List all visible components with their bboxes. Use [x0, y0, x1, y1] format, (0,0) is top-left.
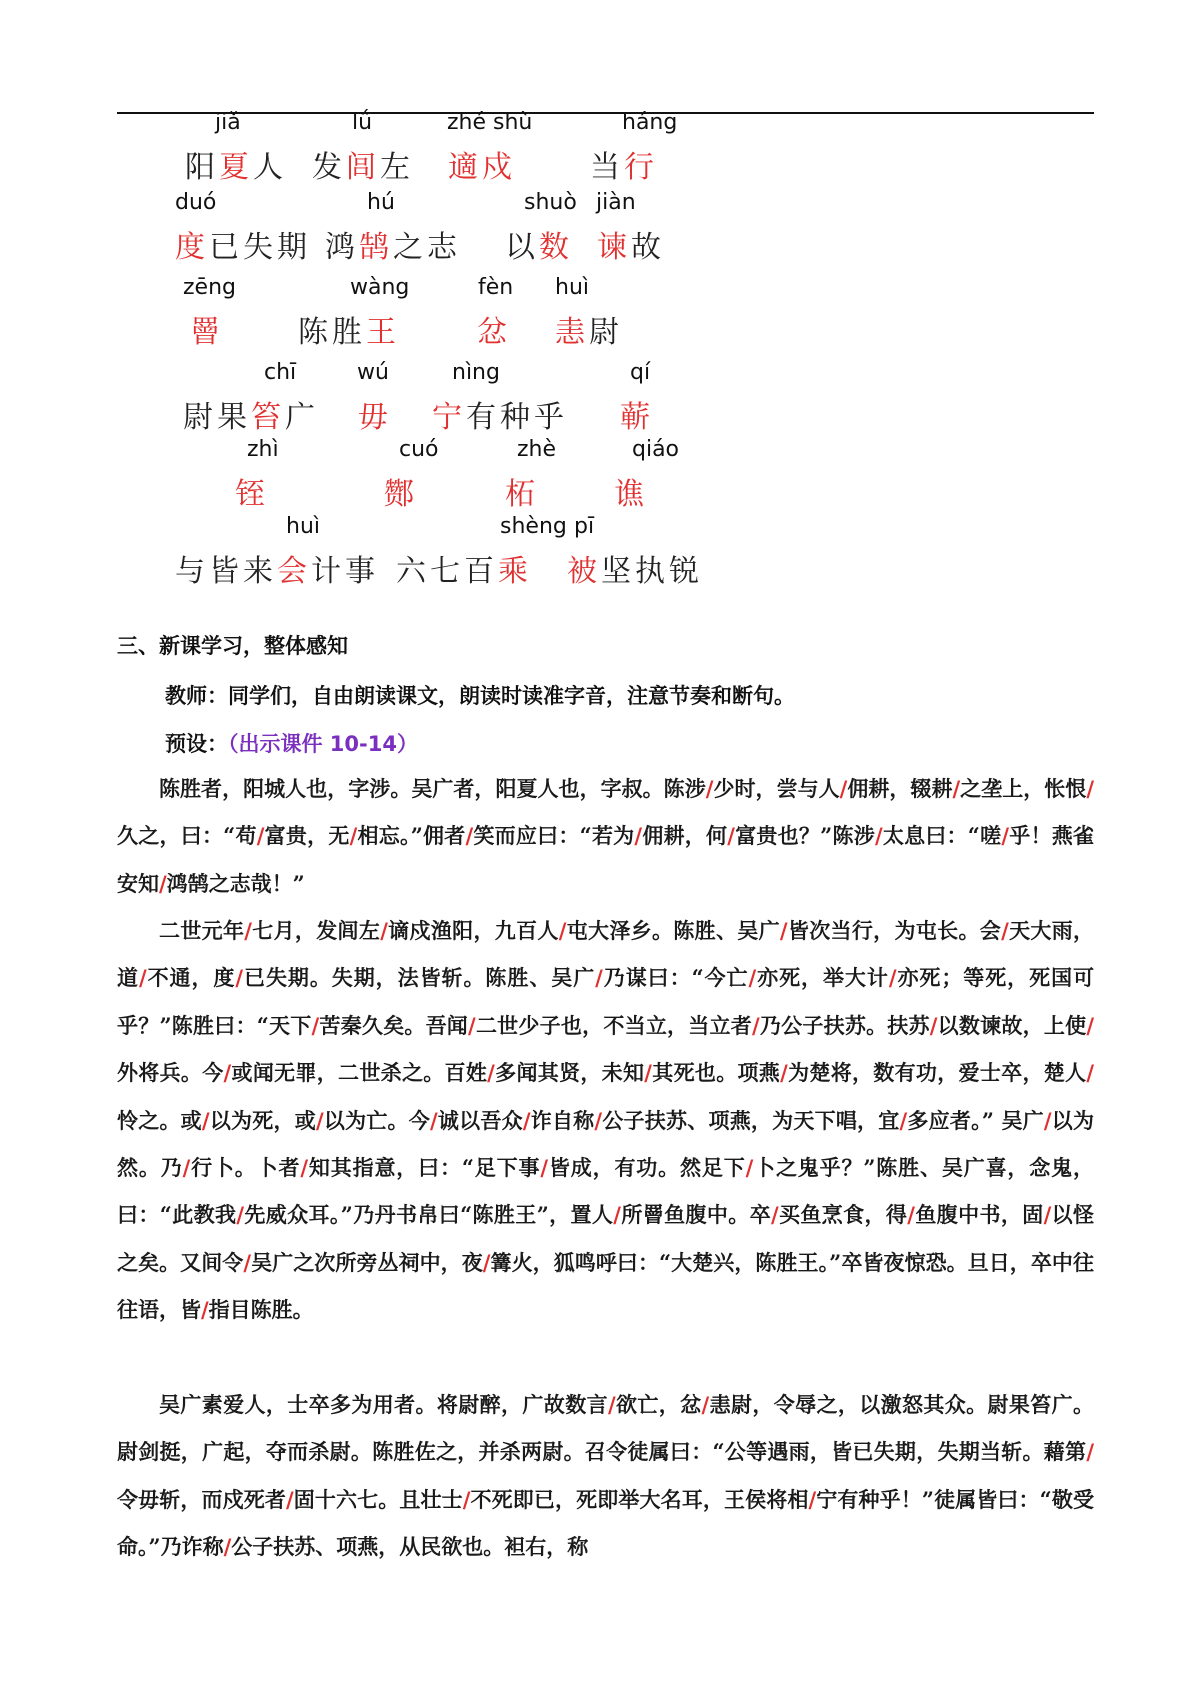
pinyin-label: qí	[630, 360, 651, 385]
word-text: 尉	[589, 315, 623, 350]
word-text: 有种乎	[466, 400, 568, 435]
highlighted-char: 谯	[614, 477, 648, 512]
pause-mark: /	[468, 1012, 476, 1038]
pause-mark: /	[235, 965, 244, 991]
highlighted-char: 谏	[597, 230, 631, 265]
highlighted-char: 酂	[384, 477, 418, 512]
vocab-word	[614, 469, 648, 513]
word-text: 当	[590, 150, 624, 185]
pause-mark: /	[770, 1202, 779, 1228]
pinyin-label: qiáo	[632, 437, 680, 462]
pause-mark: /	[952, 776, 961, 801]
preset-note: （出示课件 10-14）	[228, 732, 418, 756]
highlighted-char: 笞	[251, 400, 285, 435]
pause-mark: /	[285, 1486, 294, 1512]
pause-mark: /	[465, 823, 474, 849]
pause-mark: /	[929, 1012, 938, 1038]
pause-mark: /	[482, 1249, 491, 1275]
word-text: 六七百	[396, 554, 498, 589]
highlighted-char: 毋	[358, 400, 392, 435]
paragraph-2: 二世元年/七月，发闾左/谪戍渔阳，九百人/屯大泽乡。陈胜、吴广/皆次当行，为屯长。会/天大雨，道/不通，度/已失期。失期，法皆斩。陈胜、吴广/乃谋曰：“今亡/亦死，举大计/亦死；等死，死国可乎？”陈胜曰：“天下/苦秦久矣。吾闻/二世少子也，不当立，当立者/乃公子扶苏。扶苏/以数谏故，上使/外将兵。今/或闻无罪，二世杀之。百姓/多闻其贤，未知/其死也。项燕/为楚将，数有功，爱士卒，楚人/怜之。或/以为死，或/以为亡。今/诚以吾众/诈自称/公子扶苏、项燕，为天下唱，宜/多应者。” 吴广/以为然。乃/行卜。卜者/知其指意，曰：“足下事/皆成，有功。然足下/卜之鬼乎？”陈胜、吴广喜，念鬼，曰：“此教我/先威众耳。”乃丹书帛曰“陈胜王”，置人/所罾鱼腹中。卒/买鱼烹食，得/鱼腹中书，固/以怪之矣。又间令/吴广之次所旁丛祠中，夜/篝火，狐鸣呼曰：“大楚兴，陈胜王。”卒皆夜惊恐。旦日，卒中往往语，皆/指目陈胜。	[117, 918, 1095, 1323]
vocab-word	[183, 392, 319, 436]
pause-mark: /	[236, 1202, 245, 1228]
vocab-word	[477, 307, 511, 351]
pause-mark: /	[780, 1060, 788, 1086]
pinyin-label: shuò	[524, 190, 577, 215]
word-text: 发	[312, 150, 346, 185]
highlighted-char: 柘	[505, 477, 539, 512]
pinyin-label: háng	[622, 110, 678, 135]
preset-label: 预设：	[165, 731, 228, 756]
pause-mark: /	[752, 1012, 760, 1038]
highlighted-char: 夏	[219, 150, 253, 185]
word-text: 坚执锐	[601, 554, 703, 589]
pause-mark: /	[522, 1107, 531, 1133]
section-title: 三、新课学习，整体感知	[117, 633, 348, 658]
pause-mark: /	[745, 1155, 754, 1181]
pause-mark: /	[1086, 1060, 1095, 1086]
vocab-word	[384, 469, 418, 513]
highlighted-char: 会	[277, 554, 311, 589]
pause-mark: /	[1086, 776, 1095, 801]
pause-mark: /	[899, 1107, 908, 1133]
vocab-word	[358, 392, 392, 436]
word-text: 故	[631, 230, 665, 265]
pause-mark: /	[487, 1060, 495, 1086]
vocab-word	[190, 307, 224, 351]
pinyin-label: zhè	[517, 437, 557, 462]
pause-mark: /	[430, 1107, 438, 1133]
word-text: 计事	[311, 554, 379, 589]
pinyin-label: lǘ	[352, 110, 373, 135]
highlighted-char: 蕲	[620, 400, 654, 435]
word-text: 陈胜	[298, 315, 366, 350]
pause-mark: /	[380, 918, 388, 943]
pause-mark: /	[594, 1107, 603, 1133]
vocab-grid	[0, 0, 1200, 620]
pause-mark: /	[201, 1297, 209, 1323]
highlighted-char: 鹄	[359, 230, 393, 265]
vocab-word	[175, 222, 311, 266]
pause-mark: /	[1001, 918, 1009, 943]
pause-mark: /	[462, 1486, 471, 1512]
pinyin-label: jiǎ	[215, 110, 241, 135]
pause-mark: /	[779, 918, 788, 943]
pause-mark: /	[223, 1534, 232, 1560]
word-text: 已失期	[209, 230, 311, 265]
vocab-word	[505, 469, 539, 513]
pause-mark: /	[315, 1107, 324, 1133]
highlighted-char: 適戍	[448, 150, 516, 185]
highlighted-char: 王	[366, 315, 400, 350]
pause-mark: /	[300, 1155, 309, 1181]
teacher-line: 教师：同学们，自由朗读课文，朗读时读准字音，注意节奏和断句。	[165, 683, 795, 708]
vocab-word	[448, 142, 516, 186]
word-text: 之志	[393, 230, 461, 265]
word-text: 与皆来	[175, 554, 277, 589]
vocab-word	[567, 546, 703, 590]
vocab-word	[620, 392, 654, 436]
pause-mark: /	[613, 1202, 621, 1228]
vocab-word	[597, 222, 665, 266]
preset-line	[165, 728, 418, 758]
pause-mark: /	[727, 823, 735, 849]
pause-mark: /	[1043, 1107, 1052, 1133]
word-text: 以	[505, 230, 539, 265]
pinyin-label: fèn	[478, 275, 514, 300]
word-text: 尉果	[183, 400, 251, 435]
pause-mark: /	[907, 1202, 915, 1228]
pause-mark: /	[311, 1012, 320, 1038]
word-text: 阳	[185, 150, 219, 185]
vocab-word	[396, 546, 532, 590]
pause-mark: /	[243, 1249, 252, 1275]
pinyin-label: wàng	[350, 275, 410, 300]
pause-mark: /	[1086, 1012, 1094, 1038]
pause-mark: /	[1001, 823, 1010, 849]
pause-mark: /	[748, 965, 757, 991]
pinyin-label: huì	[286, 514, 320, 539]
pinyin-label: zhì	[247, 437, 279, 462]
pause-mark: /	[1086, 1439, 1094, 1465]
highlighted-char: 闾	[346, 150, 380, 185]
vocab-word	[325, 222, 461, 266]
vocab-word	[298, 307, 400, 351]
vocab-word	[505, 222, 573, 266]
pause-mark: /	[705, 776, 714, 801]
vocab-word	[432, 392, 568, 436]
vocab-word	[312, 142, 414, 186]
pause-mark: /	[159, 870, 167, 896]
vocab-word	[555, 307, 623, 351]
word-text: 广	[285, 400, 319, 435]
pause-mark: /	[558, 918, 567, 943]
pause-mark: /	[808, 1486, 817, 1512]
word-text: 左	[380, 150, 414, 185]
pause-mark: /	[223, 1060, 232, 1086]
pause-mark: /	[607, 1392, 616, 1417]
pinyin-label: jiàn	[596, 190, 636, 215]
pinyin-label: nìng	[452, 360, 500, 385]
paragraph-3: 吴广素爱人，士卒多为用者。将尉醉，广故数言/欲亡，忿/恚尉，令辱之，以激怒其众。尉果笞广。尉剑挺，广起，夺而杀尉。陈胜佐之，并杀两尉。召令徒属曰：“公等遇雨，皆已失期，失期当斩。藉第/令毋斩，而戍死者/固十六七。且壮士/不死即已，死即举大名耳，王侯将相/宁有种乎！”徒属皆曰：“敬受命。”乃诈称/公子扶苏、项燕，从民欲也。袒右，称	[117, 1392, 1095, 1560]
pinyin-label: zhé shù	[447, 110, 533, 135]
highlighted-char: 被	[567, 554, 601, 589]
highlighted-char: 忿	[477, 315, 511, 350]
pause-mark: /	[201, 1107, 210, 1133]
pinyin-label: chī	[264, 360, 297, 385]
highlighted-char: 恚	[555, 315, 589, 350]
pause-mark: /	[182, 1155, 191, 1181]
highlighted-char: 数	[539, 230, 573, 265]
pause-mark: /	[644, 1060, 652, 1086]
pinyin-label: pī	[574, 514, 595, 539]
pause-mark: /	[701, 1392, 710, 1417]
highlighted-char: 度	[175, 230, 209, 265]
pause-mark: /	[349, 823, 358, 849]
pause-mark: /	[874, 823, 883, 849]
vocab-word	[175, 546, 379, 590]
pinyin-label: zēng	[183, 275, 236, 300]
pause-mark: /	[138, 965, 147, 991]
vocab-word	[235, 469, 269, 513]
highlighted-char: 罾	[190, 315, 224, 350]
pause-mark: /	[595, 965, 603, 991]
highlighted-char: 行	[624, 150, 658, 185]
vocab-word	[185, 142, 287, 186]
highlighted-char: 乘	[498, 554, 532, 589]
pinyin-label: huì	[555, 275, 589, 300]
pause-mark: /	[1043, 1202, 1052, 1228]
pinyin-label: wú	[357, 360, 389, 385]
pinyin-label: duó	[175, 190, 217, 215]
pinyin-label: shèng	[500, 514, 567, 539]
pinyin-label: cuó	[399, 437, 439, 462]
word-text: 人	[253, 150, 287, 185]
pause-mark: /	[888, 965, 897, 991]
pause-mark: /	[634, 823, 643, 849]
vocab-word	[590, 142, 658, 186]
pause-mark: /	[540, 1155, 549, 1181]
word-text: 鸿	[325, 230, 359, 265]
pinyin-label: hú	[367, 190, 395, 215]
highlighted-char: 宁	[432, 400, 466, 435]
pause-mark: /	[244, 918, 252, 943]
pause-mark: /	[839, 776, 848, 801]
paragraph-1: 陈胜者，阳城人也，字涉。吴广者，阳夏人也，字叔。陈涉/少时，尝与人/佣耕，辍耕/之垄上，怅恨/久之，曰：“苟/富贵，无/相忘。”佣者/笑而应曰：“若为/佣耕，何/富贵也？”陈涉/太息曰：“嗟/乎！燕雀安知/鸿鹄之志哉！”	[117, 776, 1095, 896]
highlighted-char: 铚	[235, 477, 269, 512]
pause-mark: /	[256, 823, 265, 849]
